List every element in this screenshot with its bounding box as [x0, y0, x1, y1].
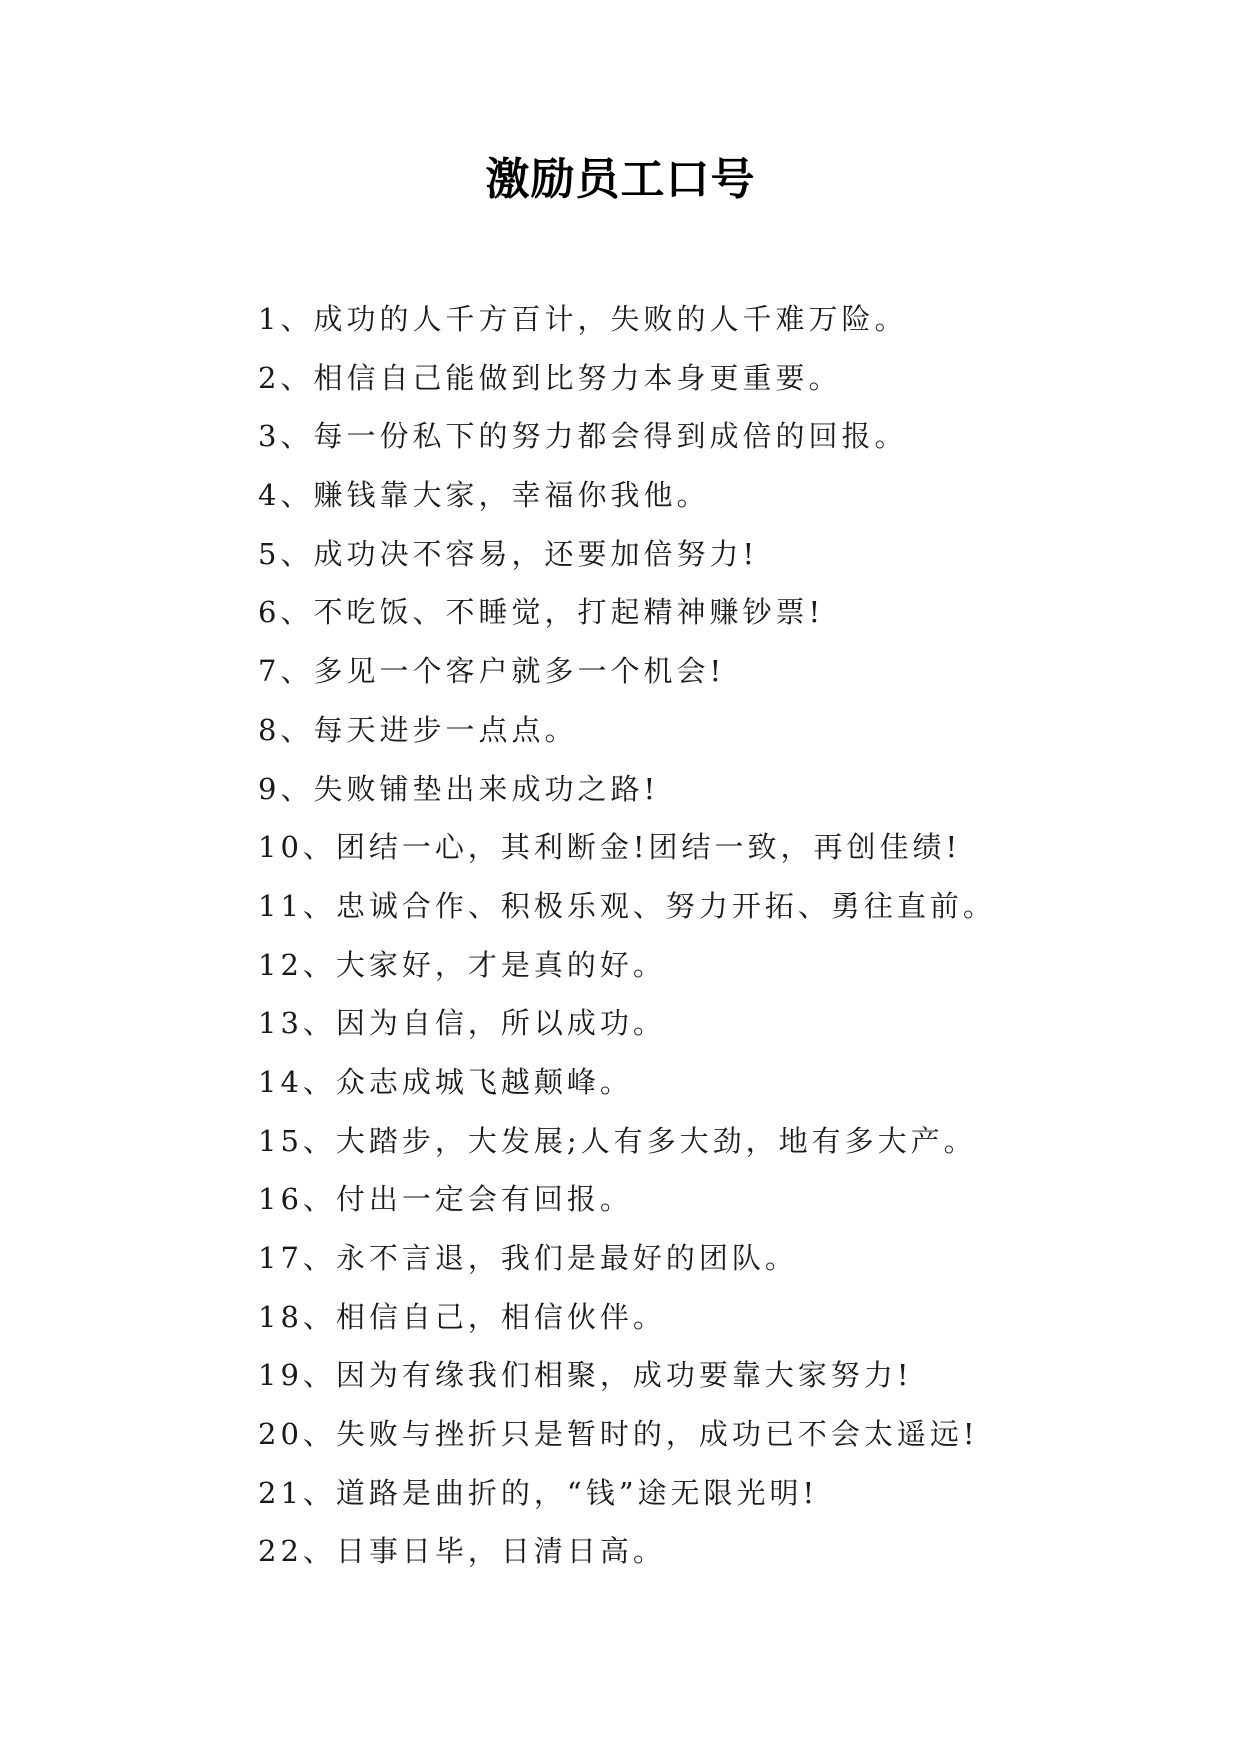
slogan-item: 15、大踏步，大发展;人有多大劲，地有多大产。 — [258, 1123, 977, 1158]
slogan-item: 13、因为自信，所以成功。 — [258, 1006, 666, 1041]
slogan-item: 5、成功决不容易，还要加倍努力! — [258, 536, 759, 571]
slogan-item: 9、失败铺垫出来成功之路! — [258, 771, 660, 806]
slogan-item: 7、多见一个客户就多一个机会! — [258, 654, 726, 689]
slogan-list — [258, 290, 1158, 1581]
slogan-item: 21、道路是曲折的，“钱”途无限光明! — [258, 1475, 819, 1510]
slogan-item: 20、失败与挫折只是暂时的，成功已不会太遥远! — [258, 1417, 979, 1452]
page-title: 激励员工口号 — [485, 154, 756, 205]
slogan-item: 3、每一份私下的努力都会得到成倍的回报。 — [258, 419, 908, 454]
slogan-item: 8、每天进步一点点。 — [258, 712, 578, 747]
slogan-item: 1、成功的人千方百计，失败的人千难万险。 — [258, 302, 908, 336]
slogan-item: 22、日事日毕，日清日高。 — [258, 1534, 666, 1569]
slogan-item: 16、付出一定会有回报。 — [258, 1182, 633, 1217]
slogan-item: 17、永不言退，我们是最好的团队。 — [258, 1241, 798, 1275]
slogan-item: 4、赚钱靠大家，幸福你我他。 — [258, 478, 710, 513]
slogan-item: 12、大家好，才是真的好。 — [258, 947, 666, 982]
slogan-item: 6、不吃饭、不睡觉，打起精神赚钞票! — [258, 595, 825, 630]
slogan-item: 11、忠诚合作、积极乐观、努力开拓、勇往直前。 — [258, 888, 996, 923]
slogan-item: 14、众志成城飞越颠峰。 — [258, 1064, 633, 1099]
slogan-item: 18、相信自己，相信伙伴。 — [258, 1299, 666, 1334]
slogan-item: 2、相信自己能做到比努力本身更重要。 — [258, 360, 842, 395]
slogan-item: 19、因为有缘我们相聚，成功要靠大家努力! — [258, 1358, 913, 1393]
slogan-item: 10、团结一心，其利断金!团结一致，再创佳绩! — [258, 830, 962, 865]
